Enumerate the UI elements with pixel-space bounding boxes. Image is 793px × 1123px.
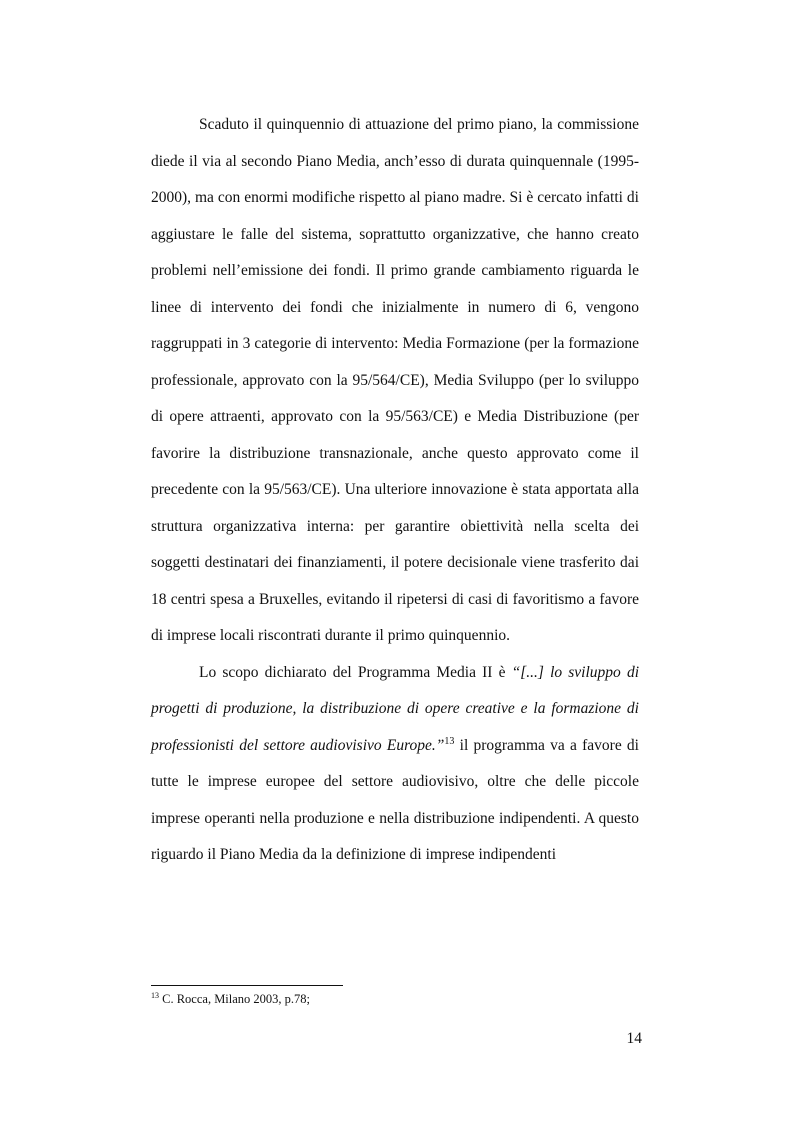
quotation: “[...] lo sviluppo di progetti di produzione, la distribuzione di opere creative e la formazione di professionisti del settore audiovisivo Europe.” xyxy=(151,663,640,754)
footnote-reference: 13 xyxy=(444,735,455,747)
footnote-number: 13 xyxy=(151,990,159,1000)
page-number: 14 xyxy=(626,1030,642,1047)
paragraph-2 xyxy=(151,655,639,874)
footnote xyxy=(151,991,310,1007)
footnote-divider xyxy=(151,985,343,986)
paragraph-2-intro: Lo scopo dichiarato del Programma Media II è xyxy=(199,663,512,681)
body-text xyxy=(151,107,639,874)
paragraph-1: Scaduto il quinquennio di attuazione del primo piano, la commissione diede il via al secondo Piano Media, anch’esso di durata quinquennale (1995-2000), ma con enormi modifiche rispetto al piano madre. Si è cercato infatti di aggiustare le falle del sistema, soprattutto organizzative, che hanno creato problemi nell’emissione dei fondi. Il primo grande cambiamento riguarda le linee di intervento dei fondi che inizialmente in numero di 6, vengono raggruppati in 3 categorie di intervento: Media Formazione (per la formazione professionale, approvato con la 95/564/CE), Media Sviluppo (per lo sviluppo di opere attraenti, approvato con la 95/563/CE) e Media Distribuzione (per favorire la distribuzione transnazionale, anche questo approvato come il precedente con la 95/563/CE). Una ulteriore innovazione è stata apportata alla struttura organizzativa interna: per garantire obiettività nella scelta dei soggetti destinatari dei finanziamenti, il potere decisionale viene trasferito dai 18 centri spesa a Bruxelles, evitando il ripetersi di casi di favoritismo a favore di imprese locali riscontrati durante il primo quinquennio. xyxy=(151,116,639,644)
paragraph-2-rest: il programma va a favore di tutte le imprese europee del settore audiovisivo, oltre che delle piccole imprese operanti nella produzione e nella distribuzione indipendenti. A questo riguardo il Piano Media da la definizione di imprese indipendenti xyxy=(151,736,639,863)
footnote-text: C. Rocca, Milano 2003, p.78; xyxy=(159,992,311,1006)
